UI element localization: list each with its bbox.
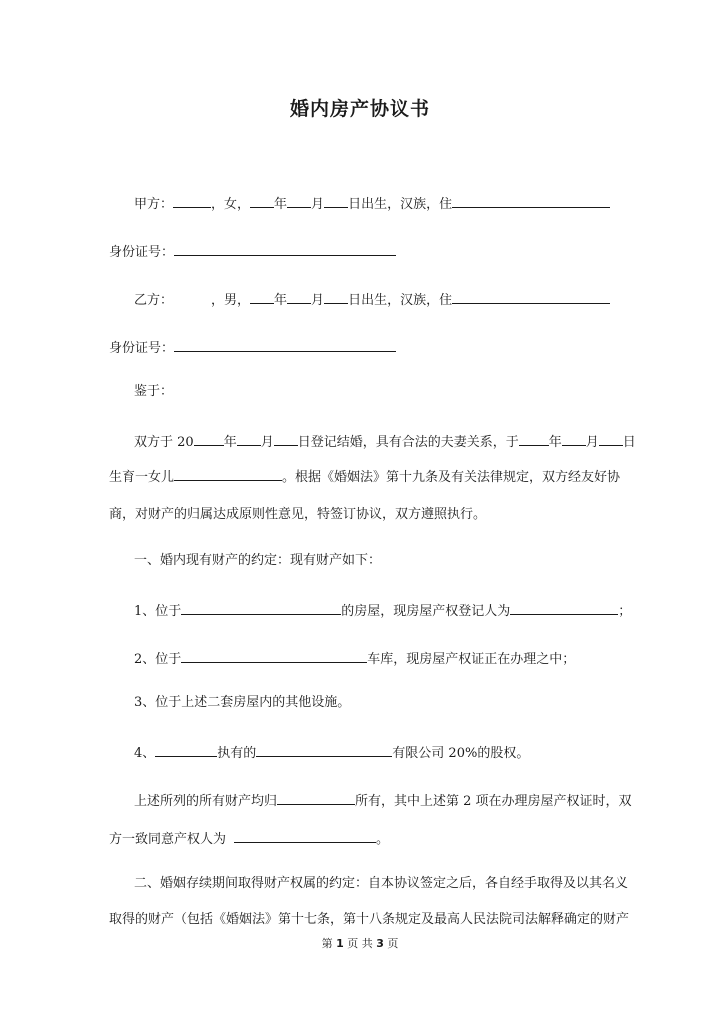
whereas-heading: 鉴于： (134, 384, 174, 399)
section-2-line-1: 二、婚姻存续期间取得财产权属的约定：自本协议签定之后，各自经手取得及以其名义 (134, 876, 629, 891)
party-a-label: 甲方： (134, 197, 174, 212)
title-holder-blank (234, 828, 376, 843)
recital-line-2 (109, 466, 620, 487)
asset-summary-text-2b: 。 (376, 832, 390, 847)
footer-middle: 页 共 (347, 937, 373, 950)
asset-item-1 (134, 600, 631, 621)
recital-text-1b: 年 (223, 435, 237, 450)
party-b-year-blank (250, 289, 274, 304)
recital-text-2b: 。根据《婚姻法》第十九条及有关法律规定，双方经友好协 (282, 470, 621, 485)
party-a-month-label: 月 (311, 197, 325, 212)
birth-month-blank (562, 431, 586, 446)
asset-1-location-blank (181, 600, 341, 615)
asset-summary-text-2a: 方一致同意产权人为 (109, 832, 227, 847)
daughter-name-blank (174, 466, 282, 481)
party-a-year-label: 年 (274, 197, 288, 212)
recital-text-1c: 月 (260, 435, 274, 450)
party-b-address-blank (452, 289, 610, 304)
document-title: 婚内房产协议书 (289, 98, 430, 120)
marriage-month-blank (237, 431, 261, 446)
recital-line-3: 商，对财产的归属达成原则性意见，特签订协议，双方遵照执行。 (109, 507, 487, 522)
party-a-id-line (109, 241, 396, 262)
recital-text-1d: 日登记结婚，具有合法的夫妻关系，于 (297, 435, 519, 450)
section-1-heading: 一、婚内现有财产的约定：现有财产如下： (134, 553, 382, 568)
party-b-line (134, 289, 610, 310)
footer-current-page: 1 (336, 937, 344, 950)
asset-item-1-end: ； (618, 604, 632, 619)
asset-item-1-text: 的房屋，现房屋产权登记人为 (341, 604, 511, 619)
party-b-month-blank (287, 289, 311, 304)
marriage-day-blank (274, 431, 298, 446)
section-2-line-2: 取得的财产（包括《婚姻法》第十七条，第十八条规定及最高人民法院司法解释确定的财产 (109, 912, 630, 927)
party-a-name-blank (173, 193, 211, 208)
marriage-year-blank (194, 431, 224, 446)
footer-suffix: 页 (387, 937, 399, 950)
party-a-month-blank (287, 193, 311, 208)
birth-day-blank (599, 431, 623, 446)
party-b-gender: ，男， (211, 293, 251, 308)
asset-item-2 (134, 648, 575, 669)
asset-item-4-text: 执有的 (217, 746, 257, 761)
party-b-month-label: 月 (311, 293, 325, 308)
asset-1-owner-blank (510, 600, 618, 615)
party-a-line (134, 193, 610, 214)
asset-2-location-blank (181, 648, 367, 663)
asset-item-1-prefix: 1、位于 (134, 604, 182, 619)
recital-text-1a: 双方于 20 (134, 435, 194, 450)
footer-prefix: 第 (321, 937, 333, 950)
recital-text-1e: 年 (548, 435, 562, 450)
party-a-id-label: 身份证号： (109, 245, 175, 260)
party-b-id-blank (174, 337, 396, 352)
asset-summary-line-1 (134, 790, 632, 811)
asset-summary-line-2 (109, 828, 389, 849)
party-b-id-label: 身份证号： (109, 341, 175, 356)
asset-4-company-blank (256, 742, 392, 757)
party-a-gender: ，女， (211, 197, 251, 212)
party-a-day-blank (324, 193, 348, 208)
asset-item-4 (134, 742, 529, 763)
party-b-day-blank (324, 289, 348, 304)
asset-item-4-prefix: 4、 (134, 746, 156, 761)
asset-item-3: 3、位于上述二套房屋内的其他设施。 (134, 695, 351, 710)
birth-year-blank (519, 431, 549, 446)
recital-text-2a: 生育一女儿 (109, 470, 175, 485)
party-b-birth-text: 日出生，汉族，住 (348, 293, 453, 308)
asset-item-2-text: 车库，现房屋产权证正在办理之中； (367, 652, 576, 667)
asset-summary-text-1b: 所有，其中上述第 2 项在办理房屋产权证时，双 (355, 794, 632, 809)
party-a-id-blank (174, 241, 396, 256)
party-a-address-blank (452, 193, 610, 208)
asset-4-holder-blank (155, 742, 217, 757)
asset-item-2-prefix: 2、位于 (134, 652, 182, 667)
asset-summary-text-1a: 上述所列的所有财产均归 (134, 794, 278, 809)
party-a-birth-text: 日出生，汉族，住 (348, 197, 453, 212)
party-a-year-blank (250, 193, 274, 208)
recital-text-1g: 日 (622, 435, 636, 450)
party-b-id-line (109, 337, 396, 358)
asset-owner-blank (277, 790, 355, 805)
asset-item-4-end: 有限公司 20%的股权。 (392, 746, 530, 761)
party-b-year-label: 年 (274, 293, 288, 308)
recital-text-1f: 月 (585, 435, 599, 450)
recital-line-1 (134, 431, 636, 452)
page-footer (0, 935, 720, 951)
party-b-label: 乙方： (134, 293, 174, 308)
footer-total-pages: 3 (376, 937, 384, 950)
